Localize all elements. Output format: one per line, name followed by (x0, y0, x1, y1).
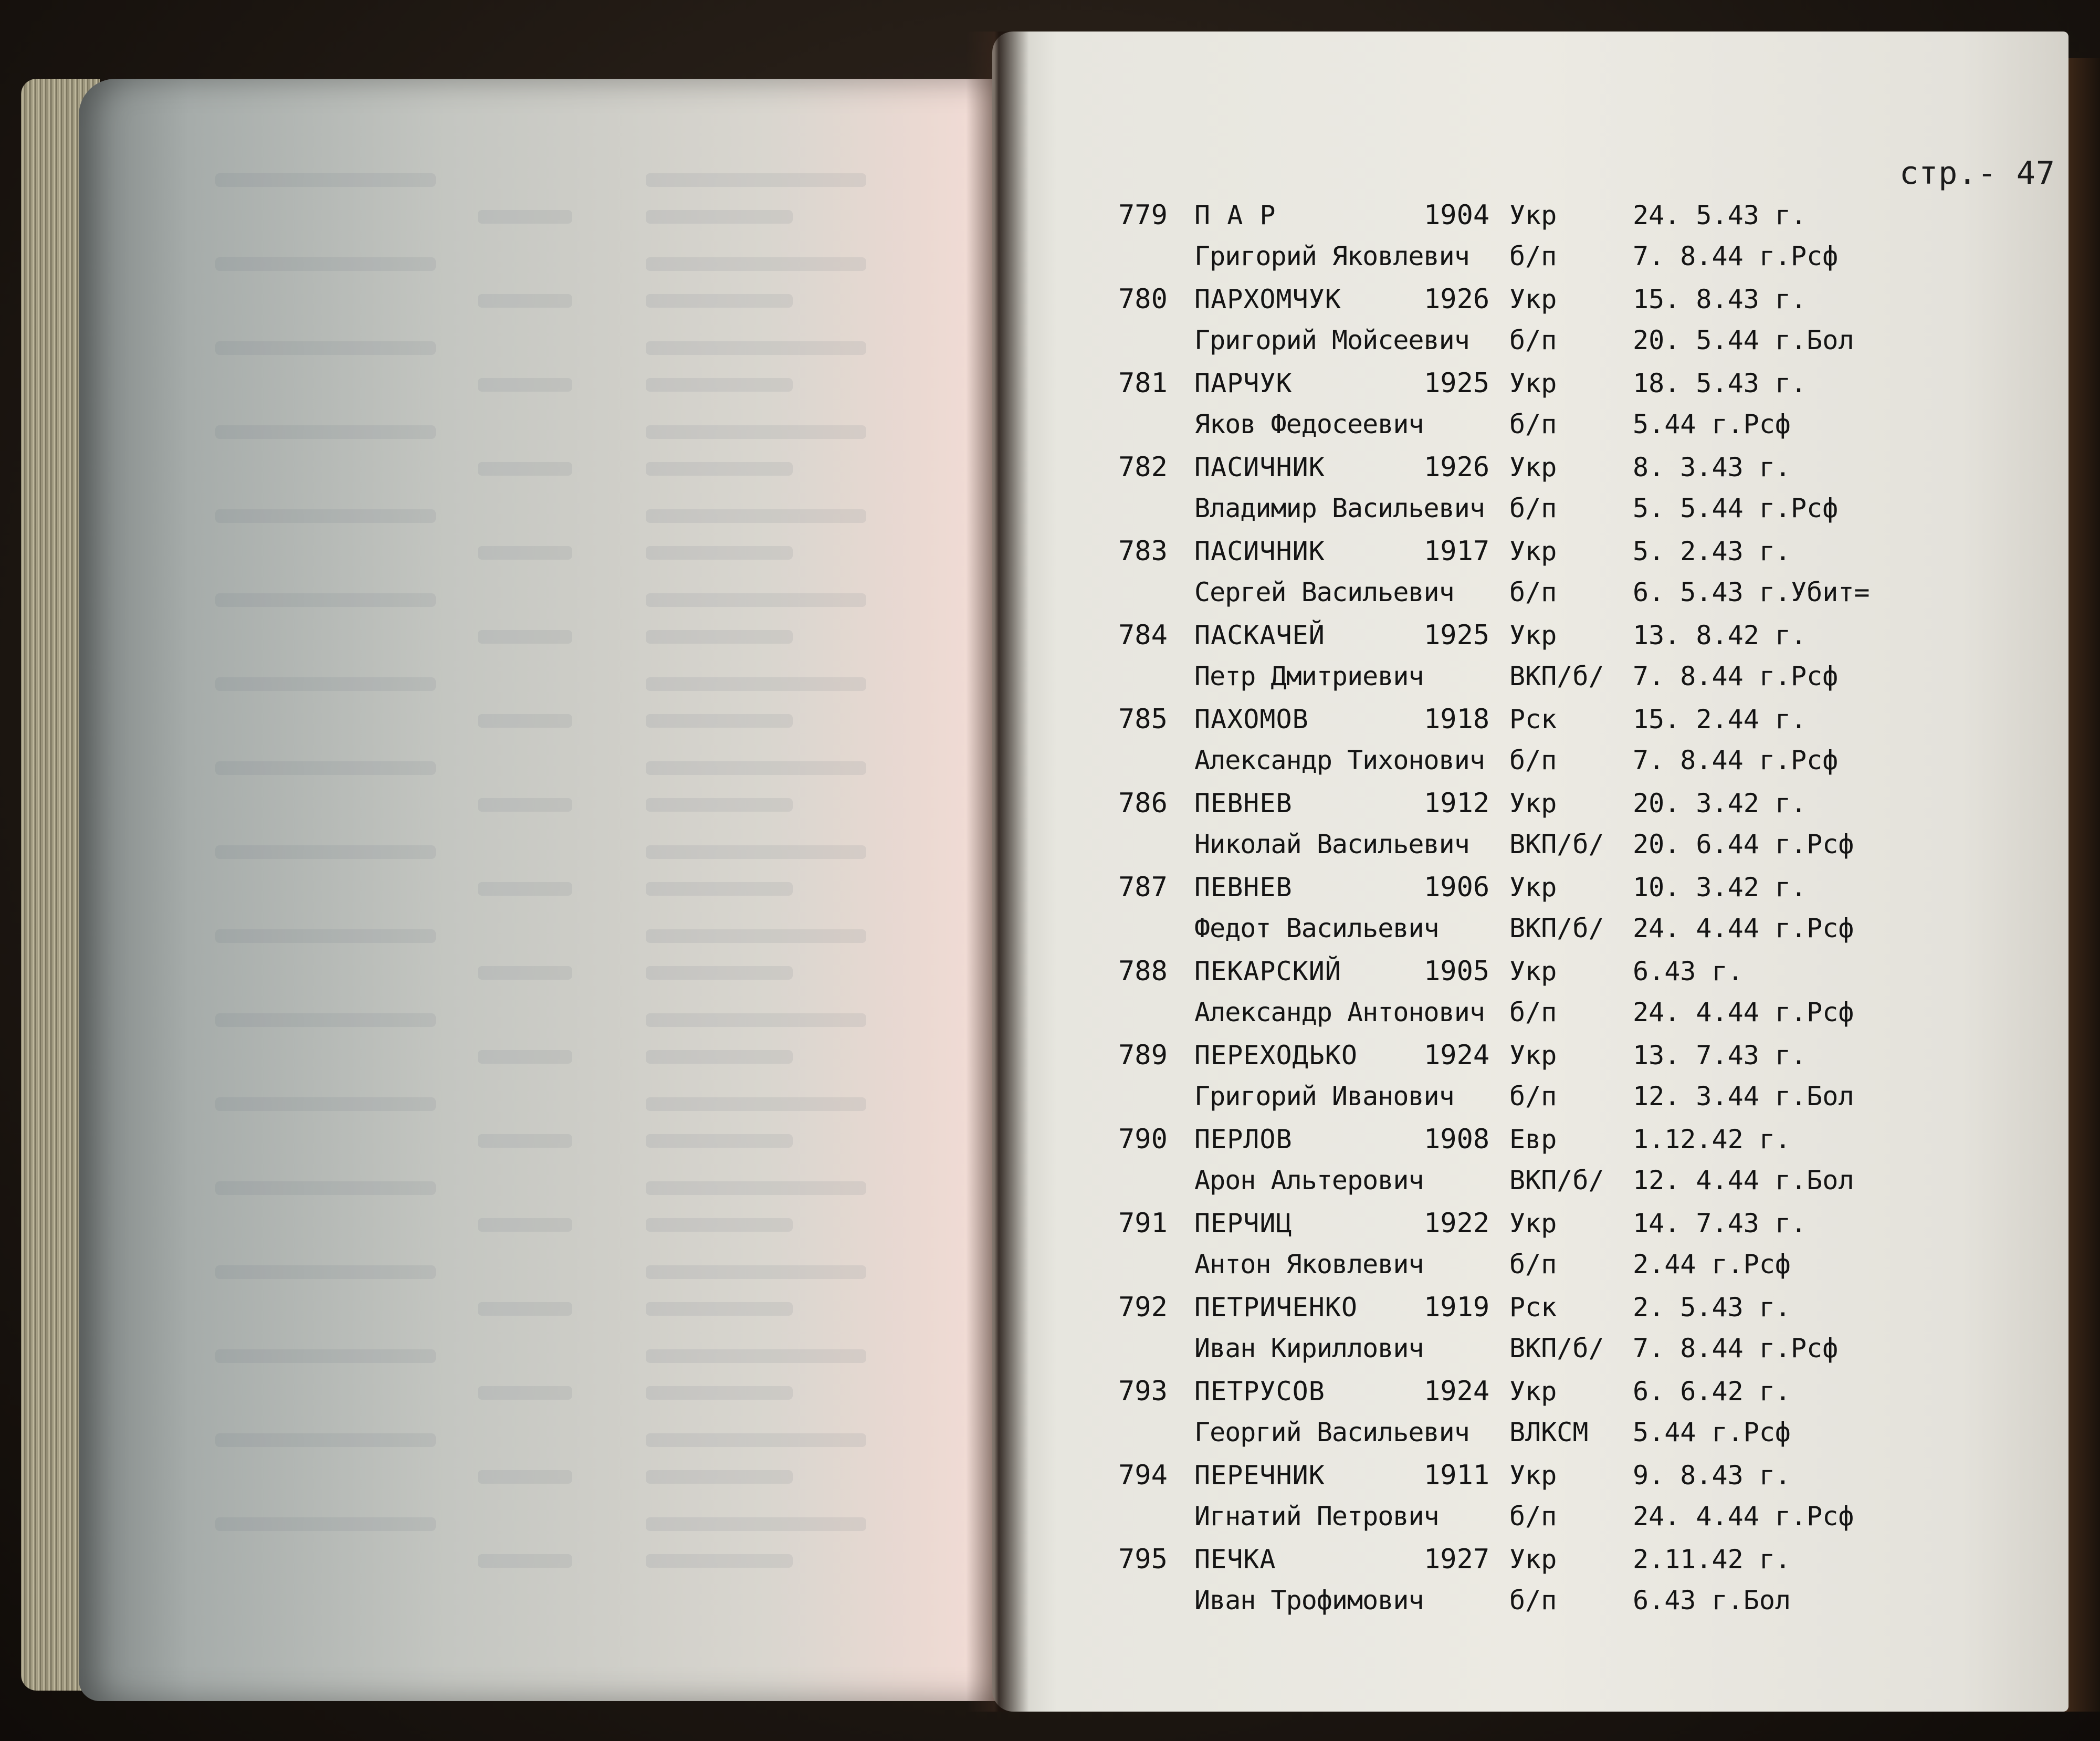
record-date-outcome: 6.43 г.Бол (1633, 1585, 1791, 1616)
bleedthrough-line (215, 929, 436, 943)
record-row (1118, 1208, 1906, 1292)
record-surname: ПАХОМОВ (1194, 704, 1309, 735)
record-nationality: Укр (1509, 1460, 1557, 1491)
record-party: б/п (1509, 493, 1557, 523)
record-number: 794 (1118, 1460, 1168, 1491)
record-surname: ПЕРЕЧНИК (1194, 1460, 1325, 1491)
record-date-outcome: 24. 4.44 г.Рсф (1633, 1501, 1854, 1532)
bleedthrough-line (646, 593, 866, 607)
bleedthrough-line (478, 1302, 572, 1316)
record-birth-year: 1906 (1424, 872, 1490, 903)
record-nationality: Укр (1509, 536, 1557, 567)
record-party: б/п (1509, 409, 1557, 439)
bleedthrough-line (646, 845, 866, 859)
bleedthrough-line (646, 714, 793, 728)
record-date-enlisted: 24. 5.43 г. (1633, 200, 1807, 230)
record-nationality: Укр (1509, 368, 1557, 398)
bleedthrough-line (215, 509, 436, 523)
record-surname: ПАСИЧНИК (1194, 452, 1325, 483)
bleedthrough-line (646, 966, 793, 980)
record-number: 785 (1118, 704, 1168, 735)
bleedthrough-line (646, 257, 866, 271)
bleedthrough-line (478, 1134, 572, 1148)
bleedthrough-line (646, 341, 866, 355)
record-row (1118, 1292, 1906, 1376)
record-nationality: Укр (1509, 872, 1557, 903)
record-date-enlisted: 6. 6.42 г. (1633, 1376, 1791, 1407)
record-party: б/п (1509, 997, 1557, 1027)
record-party: б/п (1509, 1249, 1557, 1279)
bleedthrough-line (215, 1433, 436, 1447)
record-party: ВЛКСМ (1509, 1417, 1589, 1448)
record-nationality: Укр (1509, 956, 1557, 987)
record-row (1118, 956, 1906, 1040)
record-surname: ПЕРЧИЦ (1194, 1208, 1293, 1239)
record-party: б/п (1509, 1081, 1557, 1111)
record-number: 779 (1118, 200, 1168, 231)
record-nationality: Укр (1509, 1544, 1557, 1575)
bleedthrough-line (646, 462, 793, 476)
record-row (1118, 1124, 1906, 1208)
record-given-name: Федот Васильевич (1194, 913, 1439, 943)
record-given-name: Арон Альтерович (1194, 1165, 1424, 1195)
record-surname: П А Р (1194, 200, 1276, 230)
record-birth-year: 1926 (1424, 452, 1490, 483)
record-given-name: Николай Васильевич (1194, 829, 1469, 859)
record-birth-year: 1904 (1424, 200, 1490, 231)
record-date-outcome: 5.44 г.Рсф (1633, 1417, 1791, 1448)
record-date-enlisted: 6.43 г. (1633, 956, 1744, 987)
book-gutter (966, 32, 1029, 1712)
record-date-enlisted: 15. 2.44 г. (1633, 704, 1807, 735)
left-page-faded-text (79, 79, 998, 1701)
record-row (1118, 1460, 1906, 1544)
record-date-outcome: 12. 3.44 г.Бол (1633, 1081, 1854, 1111)
record-date-outcome: 5. 5.44 г.Рсф (1633, 493, 1839, 523)
record-given-name: Игнатий Петрович (1194, 1501, 1439, 1532)
bleedthrough-line (646, 378, 793, 392)
record-date-enlisted: 20. 3.42 г. (1633, 788, 1807, 819)
record-birth-year: 1925 (1424, 620, 1490, 651)
bleedthrough-line (646, 1470, 793, 1484)
record-birth-year: 1911 (1424, 1460, 1490, 1491)
bleedthrough-line (478, 1218, 572, 1232)
record-number: 790 (1118, 1124, 1168, 1155)
record-date-enlisted: 2. 5.43 г. (1633, 1292, 1791, 1323)
bleedthrough-line (646, 210, 793, 224)
record-given-name: Иван Кириллович (1194, 1333, 1424, 1364)
record-number: 791 (1118, 1208, 1168, 1239)
bleedthrough-line (646, 294, 793, 308)
bleedthrough-line (646, 1134, 793, 1148)
bleedthrough-line (215, 257, 436, 271)
record-date-outcome: 24. 4.44 г.Рсф (1633, 997, 1854, 1027)
record-surname: ПЕВНЕВ (1194, 788, 1293, 819)
bleedthrough-line (646, 425, 866, 439)
bleedthrough-line (646, 1349, 866, 1363)
record-nationality: Укр (1509, 200, 1557, 230)
record-given-name: Григорий Иванович (1194, 1081, 1454, 1111)
bleedthrough-line (478, 462, 572, 476)
record-row (1118, 704, 1906, 788)
record-row (1118, 368, 1906, 452)
record-surname: ПАСИЧНИК (1194, 536, 1325, 567)
record-nationality: Евр (1509, 1124, 1557, 1155)
record-number: 792 (1118, 1292, 1168, 1323)
record-surname: ПАСКАЧЕЙ (1194, 620, 1325, 651)
record-date-enlisted: 1.12.42 г. (1633, 1124, 1791, 1155)
record-nationality: Укр (1509, 284, 1557, 314)
record-row (1118, 1544, 1906, 1628)
bleedthrough-line (215, 677, 436, 691)
record-party: б/п (1509, 577, 1557, 607)
record-date-outcome: 7. 8.44 г.Рсф (1633, 241, 1839, 271)
record-number: 789 (1118, 1040, 1168, 1071)
record-party: б/п (1509, 241, 1557, 271)
bleedthrough-line (646, 882, 793, 896)
record-number: 782 (1118, 452, 1168, 483)
record-birth-year: 1927 (1424, 1544, 1490, 1575)
left-page-bleedthrough (79, 79, 998, 1701)
record-row (1118, 200, 1906, 284)
record-given-name: Яков Федосеевич (1194, 409, 1424, 439)
record-given-name: Григорий Мойсеевич (1194, 325, 1469, 355)
record-nationality: Укр (1509, 620, 1557, 651)
record-birth-year: 1926 (1424, 284, 1490, 315)
page-number-header: стр.- 47 (1899, 155, 2055, 192)
record-nationality: Укр (1509, 452, 1557, 483)
record-birth-year: 1905 (1424, 956, 1490, 987)
record-date-outcome: 20. 5.44 г.Бол (1633, 325, 1854, 355)
bleedthrough-line (215, 1097, 436, 1111)
record-number: 787 (1118, 872, 1168, 903)
bleedthrough-line (478, 630, 572, 644)
record-date-enlisted: 9. 8.43 г. (1633, 1460, 1791, 1491)
record-party: ВКП/б/ (1509, 1333, 1604, 1364)
record-row (1118, 620, 1906, 704)
bleedthrough-line (215, 845, 436, 859)
record-date-enlisted: 13. 8.42 г. (1633, 620, 1807, 651)
record-nationality: Укр (1509, 788, 1557, 819)
record-given-name: Антон Яковлевич (1194, 1249, 1424, 1279)
record-date-outcome: 6. 5.43 г.Убит= (1633, 577, 1870, 607)
bleedthrough-line (646, 546, 793, 560)
bleedthrough-line (478, 966, 572, 980)
record-birth-year: 1919 (1424, 1292, 1490, 1323)
bleedthrough-line (478, 798, 572, 812)
bleedthrough-line (215, 1265, 436, 1279)
bleedthrough-line (646, 677, 866, 691)
record-date-enlisted: 15. 8.43 г. (1633, 284, 1807, 314)
bleedthrough-line (646, 1517, 866, 1531)
record-number: 783 (1118, 536, 1168, 567)
record-date-outcome: 12. 4.44 г.Бол (1633, 1165, 1854, 1195)
record-number: 784 (1118, 620, 1168, 651)
record-row (1118, 536, 1906, 620)
bleedthrough-line (478, 714, 572, 728)
record-given-name: Георгий Васильевич (1194, 1417, 1469, 1448)
record-surname: ПЕЧКА (1194, 1544, 1276, 1575)
bleedthrough-line (478, 1554, 572, 1568)
bleedthrough-line (646, 509, 866, 523)
bleedthrough-line (215, 1517, 436, 1531)
bleedthrough-line (646, 630, 793, 644)
bleedthrough-line (478, 1470, 572, 1484)
bleedthrough-line (646, 1050, 793, 1064)
record-surname: ПЕВНЕВ (1194, 872, 1293, 903)
bleedthrough-line (215, 1181, 436, 1195)
record-row (1118, 284, 1906, 368)
bleedthrough-line (215, 1349, 436, 1363)
record-number: 788 (1118, 956, 1168, 987)
record-surname: ПАРЧУК (1194, 368, 1293, 398)
record-birth-year: 1924 (1424, 1040, 1490, 1071)
bleedthrough-line (646, 929, 866, 943)
record-surname: ПАРХОМЧУК (1194, 284, 1341, 314)
record-date-outcome: 7. 8.44 г.Рсф (1633, 661, 1839, 691)
bleedthrough-line (478, 546, 572, 560)
record-date-enlisted: 10. 3.42 г. (1633, 872, 1807, 903)
bleedthrough-line (646, 1013, 866, 1027)
bleedthrough-line (478, 1386, 572, 1400)
record-given-name: Владимир Васильевич (1194, 493, 1485, 523)
record-date-enlisted: 14. 7.43 г. (1633, 1208, 1807, 1239)
record-row (1118, 788, 1906, 872)
record-number: 781 (1118, 368, 1168, 399)
record-date-outcome: 2.44 г.Рсф (1633, 1249, 1791, 1279)
record-birth-year: 1922 (1424, 1208, 1490, 1239)
record-party: б/п (1509, 1501, 1557, 1532)
record-surname: ПЕРЛОВ (1194, 1124, 1293, 1155)
record-date-outcome: 24. 4.44 г.Рсф (1633, 913, 1854, 943)
record-party: ВКП/б/ (1509, 1165, 1604, 1195)
bleedthrough-line (478, 882, 572, 896)
bleedthrough-line (646, 1097, 866, 1111)
bleedthrough-line (646, 1302, 793, 1316)
record-date-enlisted: 2.11.42 г. (1633, 1544, 1791, 1575)
record-date-enlisted: 18. 5.43 г. (1633, 368, 1807, 398)
record-number: 795 (1118, 1544, 1168, 1575)
bleedthrough-line (215, 425, 436, 439)
record-party: б/п (1509, 325, 1557, 355)
record-row (1118, 872, 1906, 956)
record-birth-year: 1912 (1424, 788, 1490, 819)
bleedthrough-line (646, 1181, 866, 1195)
bleedthrough-line (646, 1265, 866, 1279)
record-date-outcome: 7. 8.44 г.Рсф (1633, 745, 1839, 775)
record-date-enlisted: 8. 3.43 г. (1633, 452, 1791, 483)
bleedthrough-line (646, 1386, 793, 1400)
bleedthrough-line (646, 1433, 866, 1447)
bleedthrough-line (215, 761, 436, 775)
record-birth-year: 1924 (1424, 1376, 1490, 1407)
bleedthrough-line (646, 761, 866, 775)
record-given-name: Иван Трофимович (1194, 1585, 1424, 1616)
record-number: 786 (1118, 788, 1168, 819)
record-date-outcome: 7. 8.44 г.Рсф (1633, 1333, 1839, 1364)
bleedthrough-line (646, 1218, 793, 1232)
bleedthrough-line (215, 341, 436, 355)
record-date-enlisted: 13. 7.43 г. (1633, 1040, 1807, 1071)
record-surname: ПЕТРУСОВ (1194, 1376, 1325, 1407)
record-party: б/п (1509, 1585, 1557, 1616)
bleedthrough-line (646, 798, 793, 812)
record-party: ВКП/б/ (1509, 913, 1604, 943)
record-date-outcome: 5.44 г.Рсф (1633, 409, 1791, 439)
record-surname: ПЕКАРСКИЙ (1194, 956, 1341, 987)
record-nationality: Укр (1509, 1208, 1557, 1239)
record-given-name: Александр Антонович (1194, 997, 1485, 1027)
record-party: б/п (1509, 745, 1557, 775)
record-surname: ПЕТРИЧЕНКО (1194, 1292, 1358, 1323)
record-nationality: Укр (1509, 1040, 1557, 1071)
record-party: ВКП/б/ (1509, 661, 1604, 691)
record-birth-year: 1918 (1424, 704, 1490, 735)
record-row (1118, 1376, 1906, 1460)
record-nationality: Укр (1509, 1376, 1557, 1407)
record-row (1118, 1040, 1906, 1124)
record-number: 793 (1118, 1376, 1168, 1407)
bleedthrough-line (215, 593, 436, 607)
record-row (1118, 452, 1906, 536)
record-given-name: Григорий Яковлевич (1194, 241, 1469, 271)
bleedthrough-line (215, 173, 436, 187)
bleedthrough-line (478, 378, 572, 392)
record-number: 780 (1118, 284, 1168, 315)
record-nationality: Рск (1509, 1292, 1557, 1323)
record-nationality: Рск (1509, 704, 1557, 735)
record-party: ВКП/б/ (1509, 829, 1604, 859)
record-birth-year: 1917 (1424, 536, 1490, 567)
bleedthrough-line (478, 1050, 572, 1064)
record-given-name: Александр Тихонович (1194, 745, 1485, 775)
record-birth-year: 1925 (1424, 368, 1490, 399)
bleedthrough-line (215, 1013, 436, 1027)
bleedthrough-line (478, 210, 572, 224)
record-birth-year: 1908 (1424, 1124, 1490, 1155)
record-date-enlisted: 5. 2.43 г. (1633, 536, 1791, 567)
record-date-outcome: 20. 6.44 г.Рсф (1633, 829, 1854, 859)
record-surname: ПЕРЕХОДЬКО (1194, 1040, 1358, 1071)
bleedthrough-line (478, 294, 572, 308)
bleedthrough-line (646, 173, 866, 187)
record-given-name: Петр Дмитриевич (1194, 661, 1424, 691)
bleedthrough-line (646, 1554, 793, 1568)
record-given-name: Сергей Васильевич (1194, 577, 1454, 607)
